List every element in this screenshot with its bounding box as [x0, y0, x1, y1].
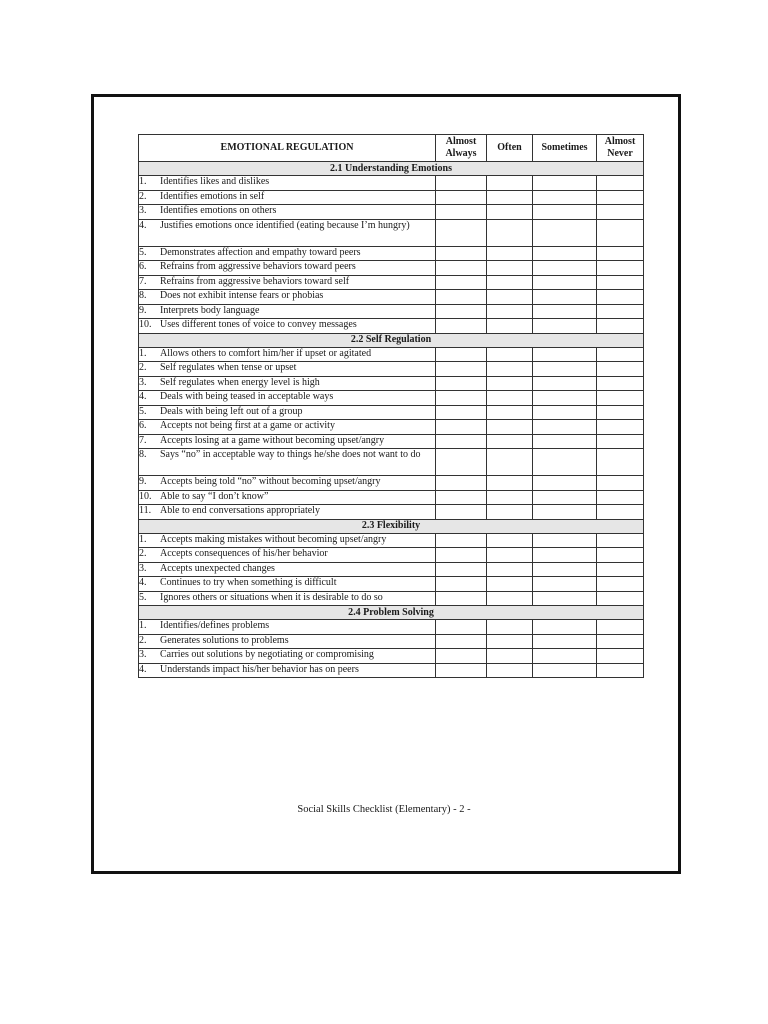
rating-cell-almost-never[interactable] [597, 176, 644, 191]
item-text: Accepts being told “no” without becoming upset/angry [160, 476, 381, 487]
rating-cell-sometimes[interactable] [533, 449, 597, 476]
item-cell [139, 347, 436, 362]
item-number: 2. [139, 634, 147, 646]
item-number: 1. [139, 347, 147, 359]
rating-cell-sometimes[interactable] [533, 476, 597, 491]
item-number: 3. [139, 562, 147, 574]
rating-cell-almost-never[interactable] [597, 319, 644, 334]
rating-cell-almost-always[interactable] [436, 275, 487, 290]
item-number: 2. [139, 190, 147, 202]
rating-cell-sometimes[interactable] [533, 548, 597, 563]
rating-cell-almost-never[interactable] [597, 246, 644, 261]
table-row [139, 591, 644, 606]
item-number: 11. [139, 505, 152, 516]
table-row [139, 376, 644, 391]
item-text: Says “no” in acceptable way to things he/she does not want to do [160, 449, 421, 460]
rating-cell-sometimes[interactable] [533, 347, 597, 362]
table-row [139, 290, 644, 305]
item-cell [139, 548, 436, 563]
rating-cell-almost-never[interactable] [597, 261, 644, 276]
rating-cell-sometimes[interactable] [533, 362, 597, 377]
rating-cell-almost-always[interactable] [436, 562, 487, 577]
item-number: 7. [139, 434, 147, 446]
rating-cell-sometimes[interactable] [533, 304, 597, 319]
item-text: Generates solutions to problems [160, 634, 289, 646]
section-title: 2.1 Understanding Emotions [139, 162, 644, 176]
rating-cell-often[interactable] [487, 420, 533, 435]
rating-cell-almost-never[interactable] [597, 376, 644, 391]
item-text: Able to say “I don’t know” [160, 490, 269, 502]
column-header-sometimes: Sometimes [533, 135, 597, 162]
item-text: Self regulates when energy level is high [160, 376, 320, 388]
item-text: Identifies emotions in self [160, 190, 265, 202]
rating-cell-often[interactable] [487, 304, 533, 319]
item-number: 4. [139, 391, 147, 402]
rating-cell-often[interactable] [487, 246, 533, 261]
rating-cell-sometimes[interactable] [533, 505, 597, 520]
table-row [139, 362, 644, 377]
item-cell [139, 449, 436, 476]
item-cell [139, 246, 436, 261]
item-cell [139, 649, 436, 664]
table-row [139, 304, 644, 319]
table-body [139, 162, 644, 678]
item-cell [139, 591, 436, 606]
rating-cell-almost-never[interactable] [597, 205, 644, 220]
item-text: Demonstrates affection and empathy toward peers [160, 246, 361, 258]
item-number: 4. [139, 663, 147, 675]
table-row [139, 261, 644, 276]
rating-cell-almost-always[interactable] [436, 434, 487, 449]
rating-cell-often[interactable] [487, 490, 533, 505]
rating-cell-sometimes[interactable] [533, 219, 597, 246]
rating-cell-sometimes[interactable] [533, 205, 597, 220]
rating-cell-sometimes[interactable] [533, 591, 597, 606]
rating-cell-almost-never[interactable] [597, 505, 644, 520]
item-cell [139, 505, 436, 520]
rating-cell-often[interactable] [487, 261, 533, 276]
item-cell [139, 434, 436, 449]
item-text: Accepts unexpected changes [160, 562, 275, 574]
rating-cell-almost-always[interactable] [436, 449, 487, 476]
rating-cell-often[interactable] [487, 190, 533, 205]
item-cell [139, 533, 436, 548]
rating-cell-often[interactable] [487, 591, 533, 606]
item-text: Uses different tones of voice to convey messages [160, 319, 357, 330]
rating-cell-almost-never[interactable] [597, 634, 644, 649]
rating-cell-sometimes[interactable] [533, 490, 597, 505]
table-row [139, 420, 644, 435]
table-row [139, 663, 644, 678]
section-header-row [139, 162, 644, 176]
rating-cell-almost-never[interactable] [597, 434, 644, 449]
table-title: EMOTIONAL REGULATION [139, 135, 436, 162]
rating-cell-often[interactable] [487, 376, 533, 391]
item-cell [139, 205, 436, 220]
page-footer: Social Skills Checklist (Elementary) - 2 - [297, 804, 471, 815]
item-number: 7. [139, 275, 147, 287]
item-number: 8. [139, 290, 147, 301]
item-text: Deals with being teased in acceptable ways [160, 391, 334, 402]
rating-cell-often[interactable] [487, 476, 533, 491]
item-text: Refrains from aggressive behaviors toward peers [160, 261, 356, 272]
rating-cell-sometimes[interactable] [533, 434, 597, 449]
item-text: Accepts making mistakes without becoming upset/angry [160, 533, 387, 545]
section-header-row [139, 333, 644, 347]
rating-cell-almost-always[interactable] [436, 420, 487, 435]
rating-cell-sometimes[interactable] [533, 620, 597, 635]
rating-cell-often[interactable] [487, 663, 533, 678]
rating-cell-often[interactable] [487, 620, 533, 635]
item-cell [139, 319, 436, 334]
table-row [139, 533, 644, 548]
rating-cell-almost-always[interactable] [436, 505, 487, 520]
section-header-row [139, 519, 644, 533]
rating-cell-often[interactable] [487, 562, 533, 577]
rating-cell-almost-never[interactable] [597, 533, 644, 548]
item-text: Able to end conversations appropriately [160, 505, 320, 516]
item-cell [139, 562, 436, 577]
item-number: 1. [139, 176, 147, 187]
table-row [139, 190, 644, 205]
rating-cell-almost-always[interactable] [436, 620, 487, 635]
rating-cell-sometimes[interactable] [533, 246, 597, 261]
item-cell [139, 391, 436, 406]
rating-cell-almost-always[interactable] [436, 577, 487, 592]
item-text: Identifies likes and dislikes [160, 176, 270, 187]
table-row [139, 347, 644, 362]
table-row [139, 490, 644, 505]
rating-cell-almost-never[interactable] [597, 304, 644, 319]
item-cell [139, 176, 436, 191]
rating-cell-sometimes[interactable] [533, 376, 597, 391]
rating-cell-almost-never[interactable] [597, 562, 644, 577]
rating-cell-almost-always[interactable] [436, 405, 487, 420]
section-title: 2.2 Self Regulation [139, 333, 644, 347]
rating-cell-often[interactable] [487, 449, 533, 476]
item-text: Interprets body language [160, 304, 260, 316]
item-number: 1. [139, 620, 147, 631]
table-row [139, 319, 644, 334]
rating-cell-almost-never[interactable] [597, 391, 644, 406]
item-cell [139, 663, 436, 678]
rating-cell-almost-never[interactable] [597, 420, 644, 435]
item-text: Continues to try when something is difficult [160, 577, 337, 588]
rating-cell-almost-never[interactable] [597, 591, 644, 606]
rating-cell-almost-never[interactable] [597, 275, 644, 290]
table-header [139, 135, 644, 162]
rating-cell-often[interactable] [487, 391, 533, 406]
table-row [139, 205, 644, 220]
column-header-almost-always: Almost Always [436, 135, 487, 162]
table-row [139, 449, 644, 476]
rating-cell-sometimes[interactable] [533, 634, 597, 649]
rating-cell-almost-always[interactable] [436, 490, 487, 505]
item-number: 3. [139, 205, 147, 216]
rating-cell-sometimes[interactable] [533, 391, 597, 406]
rating-cell-sometimes[interactable] [533, 405, 597, 420]
item-cell [139, 304, 436, 319]
rating-cell-often[interactable] [487, 205, 533, 220]
rating-cell-sometimes[interactable] [533, 176, 597, 191]
item-cell [139, 290, 436, 305]
table-row [139, 649, 644, 664]
rating-cell-almost-always[interactable] [436, 219, 487, 246]
rating-cell-sometimes[interactable] [533, 275, 597, 290]
table-row [139, 476, 644, 491]
item-cell [139, 620, 436, 635]
checklist-table [138, 134, 644, 678]
rating-cell-almost-always[interactable] [436, 261, 487, 276]
item-cell [139, 577, 436, 592]
rating-cell-almost-always[interactable] [436, 391, 487, 406]
rating-cell-almost-never[interactable] [597, 620, 644, 635]
item-text: Understands impact his/her behavior has on peers [160, 663, 359, 675]
rating-cell-almost-always[interactable] [436, 548, 487, 563]
rating-cell-almost-always[interactable] [436, 533, 487, 548]
section-header-row [139, 606, 644, 620]
rating-cell-sometimes[interactable] [533, 261, 597, 276]
rating-cell-often[interactable] [487, 533, 533, 548]
item-text: Accepts not being first at a game or activity [160, 420, 335, 431]
rating-cell-almost-never[interactable] [597, 663, 644, 678]
rating-cell-almost-always[interactable] [436, 376, 487, 391]
rating-cell-sometimes[interactable] [533, 420, 597, 435]
item-cell [139, 634, 436, 649]
item-cell [139, 362, 436, 377]
item-number: 2. [139, 548, 147, 559]
rating-cell-often[interactable] [487, 634, 533, 649]
rating-cell-almost-always[interactable] [436, 476, 487, 491]
table-row [139, 391, 644, 406]
rating-cell-sometimes[interactable] [533, 319, 597, 334]
rating-cell-often[interactable] [487, 275, 533, 290]
rating-cell-sometimes[interactable] [533, 290, 597, 305]
item-text: Allows others to comfort him/her if upset or agitated [160, 347, 372, 359]
rating-cell-almost-always[interactable] [436, 190, 487, 205]
table-row [139, 562, 644, 577]
rating-cell-often[interactable] [487, 176, 533, 191]
rating-cell-almost-always[interactable] [436, 347, 487, 362]
item-number: 10. [139, 319, 152, 330]
rating-cell-almost-never[interactable] [597, 449, 644, 476]
rating-cell-sometimes[interactable] [533, 577, 597, 592]
item-text: Self regulates when tense or upset [160, 362, 297, 373]
item-number: 3. [139, 649, 147, 660]
column-header-almost-never: Almost Never [597, 135, 644, 162]
section-title: 2.4 Problem Solving [139, 606, 644, 620]
item-text: Deals with being left out of a group [160, 405, 303, 417]
rating-cell-often[interactable] [487, 649, 533, 664]
table-row [139, 620, 644, 635]
rating-cell-almost-always[interactable] [436, 176, 487, 191]
item-number: 5. [139, 591, 147, 603]
item-number: 9. [139, 476, 147, 487]
rating-cell-sometimes[interactable] [533, 190, 597, 205]
item-cell [139, 476, 436, 491]
rating-cell-sometimes[interactable] [533, 649, 597, 664]
rating-cell-almost-never[interactable] [597, 548, 644, 563]
item-cell [139, 405, 436, 420]
rating-cell-almost-never[interactable] [597, 290, 644, 305]
rating-cell-almost-always[interactable] [436, 362, 487, 377]
rating-cell-sometimes[interactable] [533, 533, 597, 548]
item-cell [139, 190, 436, 205]
rating-cell-almost-always[interactable] [436, 591, 487, 606]
rating-cell-almost-never[interactable] [597, 476, 644, 491]
rating-cell-often[interactable] [487, 362, 533, 377]
rating-cell-almost-always[interactable] [436, 663, 487, 678]
rating-cell-almost-never[interactable] [597, 190, 644, 205]
item-cell [139, 490, 436, 505]
item-text: Identifies emotions on others [160, 205, 277, 216]
rating-cell-often[interactable] [487, 290, 533, 305]
item-text: Carries out solutions by negotiating or compromising [160, 649, 374, 660]
rating-cell-almost-never[interactable] [597, 362, 644, 377]
rating-cell-almost-never[interactable] [597, 649, 644, 664]
rating-cell-almost-always[interactable] [436, 634, 487, 649]
section-title: 2.3 Flexibility [139, 519, 644, 533]
table-row [139, 176, 644, 191]
rating-cell-almost-never[interactable] [597, 347, 644, 362]
rating-cell-sometimes[interactable] [533, 663, 597, 678]
item-number: 4. [139, 577, 147, 588]
rating-cell-often[interactable] [487, 319, 533, 334]
rating-cell-almost-never[interactable] [597, 219, 644, 246]
table-row [139, 634, 644, 649]
item-text: Identifies/defines problems [160, 620, 270, 631]
rating-cell-often[interactable] [487, 347, 533, 362]
item-cell [139, 261, 436, 276]
item-number: 5. [139, 405, 147, 417]
item-text: Accepts losing at a game without becoming upset/angry [160, 434, 385, 446]
rating-cell-almost-always[interactable] [436, 649, 487, 664]
rating-cell-almost-never[interactable] [597, 577, 644, 592]
rating-cell-often[interactable] [487, 405, 533, 420]
rating-cell-sometimes[interactable] [533, 562, 597, 577]
rating-cell-almost-always[interactable] [436, 319, 487, 334]
item-text: Does not exhibit intense fears or phobias [160, 290, 324, 301]
item-number: 8. [139, 449, 147, 460]
item-text: Ignores others or situations when it is desirable to do so [160, 591, 383, 603]
item-text: Accepts consequences of his/her behavior [160, 548, 328, 559]
item-number: 2. [139, 362, 147, 373]
column-header-often: Often [487, 135, 533, 162]
table-row [139, 219, 644, 246]
item-text: Justifies emotions once identified (eating because I’m hungry) [160, 219, 410, 231]
item-text: Refrains from aggressive behaviors toward self [160, 275, 350, 287]
table-row [139, 275, 644, 290]
item-number: 1. [139, 533, 147, 545]
item-number: 6. [139, 420, 147, 431]
rating-cell-often[interactable] [487, 219, 533, 246]
rating-cell-often[interactable] [487, 434, 533, 449]
rating-cell-often[interactable] [487, 577, 533, 592]
rating-cell-almost-always[interactable] [436, 290, 487, 305]
rating-cell-almost-never[interactable] [597, 405, 644, 420]
item-number: 10. [139, 490, 152, 502]
item-number: 5. [139, 246, 147, 258]
table-row [139, 577, 644, 592]
table-row [139, 505, 644, 520]
rating-cell-often[interactable] [487, 548, 533, 563]
table-row [139, 405, 644, 420]
rating-cell-almost-always[interactable] [436, 205, 487, 220]
item-number: 9. [139, 304, 147, 316]
table-row [139, 434, 644, 449]
rating-cell-almost-always[interactable] [436, 246, 487, 261]
item-number: 4. [139, 219, 147, 231]
table-row [139, 548, 644, 563]
item-cell [139, 219, 436, 246]
item-cell [139, 376, 436, 391]
table-row [139, 246, 644, 261]
item-number: 6. [139, 261, 147, 272]
rating-cell-often[interactable] [487, 505, 533, 520]
rating-cell-almost-always[interactable] [436, 304, 487, 319]
item-cell [139, 420, 436, 435]
item-cell [139, 275, 436, 290]
rating-cell-almost-never[interactable] [597, 490, 644, 505]
item-number: 3. [139, 376, 147, 388]
